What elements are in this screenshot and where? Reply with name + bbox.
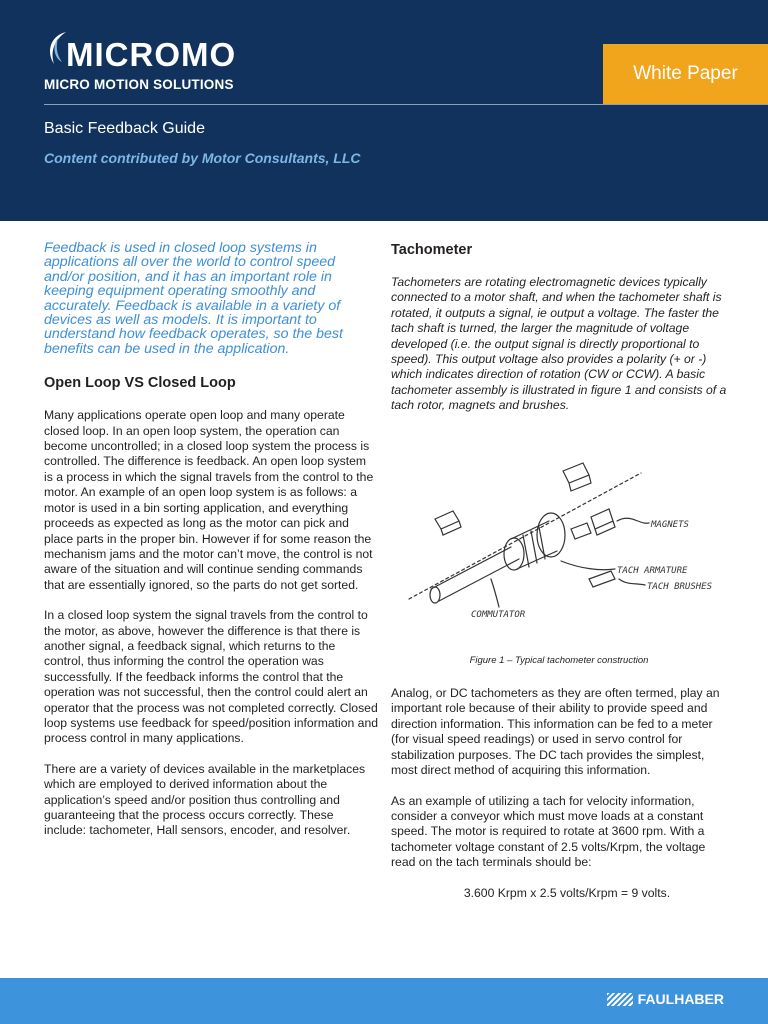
paragraph: As an example of utilizing a tach for velocity information, consider a conveyor which must move loads at a constant speed. The motor is required to rotate at 3600 rpm. With a tachometer voltage constant of 2.5 volts/Krpm, the voltage read on the tach terminals should be:	[391, 793, 706, 870]
paragraph: Many applications operate open loop and many operate closed loop. In an open loop system, the operation can become uncontrolled; in a closed loop system the process is controlled. The difference is feedback. An open loop system is a process in which the signal travels from the control to the motor. An example of an open loop system is as follows: a motor is used in a bin sorting application, and everything proceeds as expected as long as the motor can pick and place parts in the proper bin. However if for some reason the mechanism jams and the motor can’t move, the control is not aware of the situation and will continue sending commands that are essentially ignored, so the parts do not get sorted.	[44, 408, 374, 592]
paragraph: There are a variety of devices available in the marketplaces which are employed to derived information about the application’s speed and/or position thus controlling and guaranteeing that the process occurs correctly. These include: tachometer, Hall sensors, encoder, and resolver.	[44, 761, 366, 838]
paragraph: In a closed loop system the signal travels from the control to the motor, as above, however the difference is that there is another signal, a feedback signal, which returns to the control, thus informing the control the operation was successfully. If the feedback informs the control that the operation was not successful, then the control could alert an operator that the process was not completed correctly. Closed loop systems use feedback for speed/position information and process control in many applications.	[44, 608, 378, 746]
figure-caption: Figure 1 – Typical tachometer construction	[469, 654, 649, 666]
figure-label-brushes: TACH BRUSHES	[647, 581, 713, 592]
header-banner	[0, 0, 768, 221]
document-title: Basic Feedback Guide	[44, 120, 205, 137]
right-column	[391, 241, 727, 901]
brand-name: MICROMO	[66, 36, 237, 73]
faulhaber-wordmark: FAULHABER	[637, 991, 724, 1007]
voltage-equation: 3.600 Krpm x 2.5 volts/Krpm = 9 volts.	[463, 885, 671, 900]
header-divider	[44, 104, 768, 105]
faulhaber-logo[interactable]	[607, 991, 724, 1007]
figure-label-magnets: MAGNETS	[651, 519, 689, 530]
tachometer-figure	[391, 429, 727, 649]
intro-paragraph: Feedback is used in closed loop systems in applications all over the world to control speed and/or position, and it has an important role in keeping equipment operating smoothly and accurately. Feedback is available in a variety of devices as well as models. It is important to understand how feedback operates, so the best benefits can be used in the application.	[44, 240, 343, 357]
document-subtitle: Content contributed by Motor Consultants, LLC	[44, 150, 361, 166]
white-paper-badge: White Paper	[603, 44, 768, 104]
figure-label-commutator: COMMUTATOR	[471, 609, 526, 620]
footer-bar	[0, 978, 768, 1024]
brand-tagline: MICRO MOTION SOLUTIONS	[44, 77, 234, 92]
section-heading-tachometer: Tachometer	[391, 242, 473, 258]
paragraph: Analog, or DC tachometers as they are often termed, play an important role because of their ability to provide speed and direction information. This information can be fed to a meter (for visual speed readings) or used in servo control for stabilization purposes. The DC tach provides the simplest, most direct method of acquiring this information.	[391, 686, 720, 778]
tachometer-paragraph: Tachometers are rotating electromagnetic devices typically connected to a motor shaft, and when the tachometer shaft is rotated, it outputs a signal, ie output a voltage. The faster the tach shaft is turned, the larger the magnitude of voltage developed (i.e. the output signal is directly proportional to speed). This output voltage also provides a polarity (+ or -) which indicates direction of rotation (CW or CCW). A basic tachometer assembly is illustrated in figure 1 and consists of a tach rotor, magnets and brushes.	[391, 275, 727, 413]
faulhaber-stripes-icon	[607, 993, 633, 1006]
left-column	[44, 241, 378, 854]
section-heading-open-loop: Open Loop VS Closed Loop	[44, 375, 236, 392]
figure-label-armature: TACH ARMATURE	[617, 565, 688, 576]
tachometer-sketch	[391, 429, 727, 649]
